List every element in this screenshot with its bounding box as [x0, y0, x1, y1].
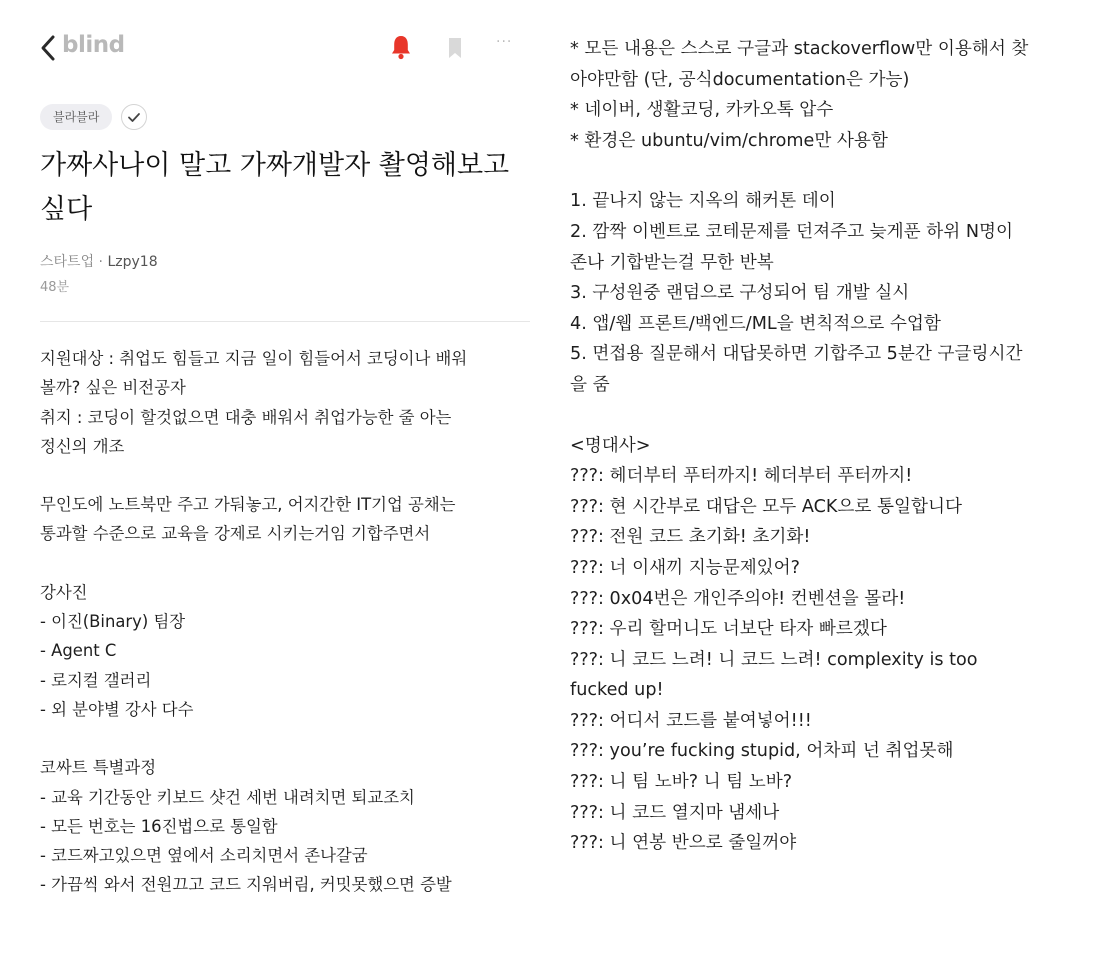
topic-tag[interactable]: 블라블라	[40, 104, 112, 130]
body-line: 3. 구성원중 랜덤으로 구성되어 팀 개발 실시	[570, 283, 910, 304]
body-line: - 로지컬 갤러리	[40, 670, 152, 690]
body-line: - 외 분야별 강사 다수	[40, 699, 194, 719]
meta-separator: ·	[94, 254, 108, 270]
post-right-panel	[556, 0, 1110, 960]
bell-icon[interactable]	[390, 34, 412, 60]
body-line: 강사진	[40, 582, 88, 602]
check-icon[interactable]	[121, 104, 147, 130]
body-line: <명대사>	[570, 435, 651, 456]
divider	[40, 321, 530, 322]
body-line	[40, 724, 530, 753]
body-line: ???: 니 코드 느려! 니 코드 느려! complexity is too	[570, 649, 978, 670]
body-line	[40, 461, 530, 490]
body-line: 1. 끝나지 않는 지옥의 해커톤 데이	[570, 191, 836, 212]
body-line: ???: 니 연봉 반으로 줄일꺼야	[570, 833, 797, 854]
more-icon[interactable]: ···	[496, 34, 513, 50]
body-line: 볼까? 싶은 비전공자	[40, 378, 186, 398]
body-line: ???: 현 시간부로 대답은 모두 ACK으로 통일합니다	[570, 496, 962, 517]
body-line: 무인도에 노트북만 주고 가둬놓고, 어지간한 IT기업 공채는	[40, 495, 456, 515]
body-line: 을 줌	[570, 374, 610, 395]
body-line: 2. 깜짝 이벤트로 코테문제를 던져주고 늦게푼 하위 N명이	[570, 221, 1013, 242]
body-line	[570, 156, 1110, 186]
top-bar	[38, 30, 528, 66]
body-line: ???: 전원 코드 초기화! 초기화!	[570, 527, 811, 548]
body-line: ???: 헤더부터 푸터까지! 헤더부터 푸터까지!	[570, 466, 913, 487]
body-line: ???: 니 코드 열지마 냄세나	[570, 802, 780, 823]
body-line: 5. 면접용 질문해서 대답못하면 기합주고 5분간 구글링시간	[570, 344, 1023, 365]
body-line: fucked up!	[570, 680, 664, 701]
body-line: ???: 니 팀 노바? 니 팀 노바?	[570, 772, 793, 793]
app-logo[interactable]: blind	[62, 32, 125, 58]
body-line: 정신의 개조	[40, 436, 125, 456]
body-line: - 교육 기간동안 키보드 샷건 세번 내려치면 퇴교조치	[40, 787, 415, 807]
body-line	[40, 549, 530, 578]
body-line: 지원대상 : 취업도 힘들고 지금 일이 힘들어서 코딩이나 배워	[40, 349, 468, 368]
body-line: ???: 0x04번은 개인주의야! 컨벤션을 몰라!	[570, 588, 906, 609]
body-line: - Agent C	[40, 641, 117, 661]
body-line: ???: 어디서 코드를 붙여넣어!!!	[570, 710, 812, 731]
body-line: 아야만함 (단, 공식documentation은 가능)	[570, 69, 910, 90]
post-author[interactable]: Lzpy18	[107, 254, 158, 270]
post-time: 48분	[40, 280, 70, 295]
body-line: ???: you’re fucking stupid, 어차피 넌 취업못해	[570, 741, 954, 762]
body-line: * 환경은 ubuntu/vim/chrome만 사용함	[570, 130, 888, 151]
post-title: 가짜사나이 말고 가짜개발자 촬영해보고 싶다	[40, 150, 510, 225]
body-line	[570, 401, 1110, 431]
body-line: ???: 우리 할머니도 너보단 타자 빠르겠다	[570, 619, 887, 640]
bookmark-icon[interactable]	[446, 36, 464, 60]
chevron-left-icon[interactable]	[38, 34, 60, 62]
body-line: - 코드짜고있으면 옆에서 소리치면서 존나갈굼	[40, 846, 368, 866]
body-line: - 가끔씩 와서 전원끄고 코드 지워버림, 커밋못했으면 증발	[40, 875, 452, 895]
body-line: - 모든 번호는 16진법으로 통일함	[40, 816, 278, 836]
body-line: 4. 앱/웹 프론트/백엔드/ML을 변칙적으로 수업함	[570, 313, 941, 334]
body-line: ???: 너 이새끼 지능문제있어?	[570, 557, 801, 578]
post-category[interactable]: 스타트업	[40, 254, 95, 270]
post-meta	[40, 252, 158, 272]
body-line: 코싸트 특별과정	[40, 758, 157, 778]
body-line: - 이진(Binary) 팀장	[40, 612, 186, 632]
body-line: 존나 기합받는걸 무한 반복	[570, 252, 774, 273]
post-body-left	[40, 344, 530, 900]
body-line: 취지 : 코딩이 할것없으면 대충 배워서 취업가능한 줄 아는	[40, 407, 452, 427]
body-line: * 모든 내용은 스스로 구글과 stackoverflow만 이용해서 찾	[570, 39, 1029, 59]
post-body-right	[570, 34, 1110, 859]
tag-row	[40, 104, 147, 132]
body-line: 통과할 수준으로 교육을 강제로 시키는거임 기합주면서	[40, 524, 431, 544]
body-line: * 네이버, 생활코딩, 카카오톡 압수	[570, 100, 834, 121]
post-left-panel	[0, 0, 550, 960]
